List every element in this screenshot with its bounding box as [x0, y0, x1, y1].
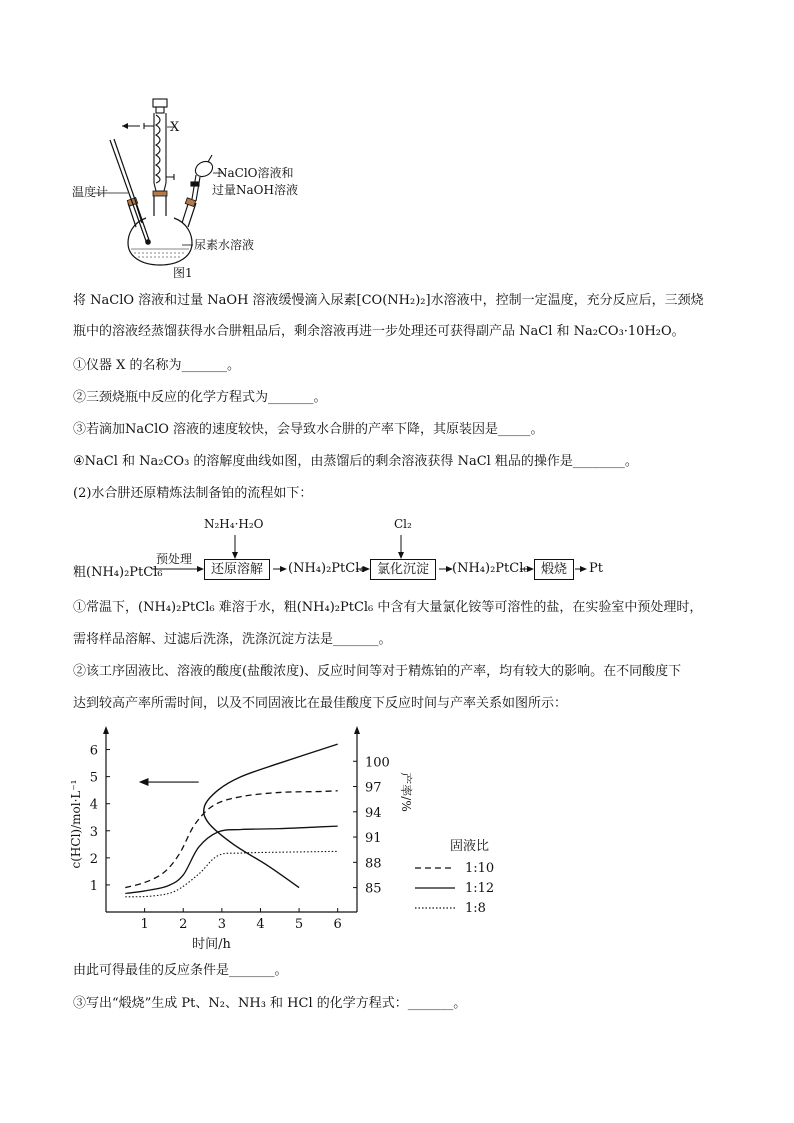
part2-q3: ③写出“煅烧”生成 Pt、N₂、NH₃ 和 HCl 的化学方程式：_______。: [73, 996, 467, 1011]
right-y-axis-arrow: [354, 726, 360, 734]
fig1-caption: 图1: [173, 266, 193, 280]
left-y-axis-arrow: [103, 726, 109, 734]
question-2: ②三颈烧瓶中反应的化学方程式为_______。: [73, 390, 327, 405]
part-2-heading: (2)水合肼还原精炼法制备铂的流程如下：: [73, 486, 313, 501]
flow-mid-ptcl6: (NH₄)₂PtCl₆: [452, 561, 529, 576]
flow-step-chlorination: 氯化沉淀: [370, 559, 436, 580]
fig1-label-urea: 尿素水溶液: [194, 238, 255, 252]
legend-title: 固液比: [450, 839, 490, 854]
y-left-tick-label: 1: [89, 878, 98, 894]
y-right-tick-label: 91: [365, 831, 382, 847]
flow-pretreat-label: 预处理: [156, 552, 193, 566]
acidity-yield-chart: [60, 722, 530, 957]
y-right-tick-label: 85: [365, 881, 382, 897]
x-tick-label: 4: [256, 917, 265, 932]
y-left-axis-label: c(HCl)/mol·L⁻¹: [69, 779, 83, 869]
condenser-x: [144, 99, 174, 191]
legend-label-1-8: 1:8: [465, 901, 486, 916]
question-4: ④NaCl 和 Na₂CO₃ 的溶解度曲线如图，由蒸馏后的剩余溶液获得 NaCl 粗品的操作是________。: [73, 454, 638, 469]
x-axis-label: 时间/h: [192, 937, 231, 952]
intro-line-2: 瓶中的溶液经蒸馏获得水合肼粗品后，剩余溶液再进一步处理还可获得副产品 NaCl 和 Na₂CO₃·10H₂O。: [73, 324, 685, 339]
acid-curve: [204, 744, 338, 888]
legend-label-1-12: 1:12: [465, 881, 495, 896]
x-tick-label: 5: [294, 917, 304, 932]
acid-curve-arrowhead: [139, 778, 149, 786]
stoppers: [127, 191, 196, 207]
y-right-tick-label: 88: [365, 856, 382, 872]
thermometer: [110, 139, 150, 244]
apparatus-figure: [70, 95, 330, 285]
y-left-tick-label: 2: [89, 851, 98, 867]
part2-q2-answer-line: 由此可得最佳的反应条件是_______。: [73, 963, 288, 978]
flow-reagent-hydrazine: N₂H₄·H₂O: [204, 517, 264, 531]
y-right-tick-label: 100: [365, 755, 390, 771]
flow-step-reduction: 还原溶解: [204, 559, 270, 580]
part2-q2-line-2: 达到较高产率所需时间，以及不同固液比在最佳酸度下反应时间与产率关系如图所示：: [73, 696, 568, 711]
legend-label-1-10: 1:10: [465, 861, 495, 876]
flow-end-pt: Pt: [589, 561, 603, 576]
y-right-axis-label: 产率/%: [399, 772, 413, 812]
yield-series-1-12: [125, 826, 337, 893]
flow-diagram: [0, 510, 794, 590]
part2-q2-line-1: ②该工序固液比、溶液的酸度(盐酸浓度)、反应时间等对于精炼铂的产率，均有较大的影响。在不同酸度下: [73, 664, 682, 679]
part2-q1-line-1: ①常温下，(NH₄)₂PtCl₆ 难溶于水，粗(NH₄)₂PtCl₆ 中含有大量氯化铵等可溶性的盐，在实验室中预处理时，: [73, 600, 703, 615]
y-left-tick-label: 6: [89, 743, 98, 759]
yield-series-1-8: [125, 851, 337, 896]
intro-line-1: 将 NaClO 溶液和过量 NaOH 溶液缓慢滴入尿素[CO(NH₂)₂]水溶液中，控制一定温度，充分反应后，三颈烧: [73, 293, 704, 308]
flow-reagent-cl2: Cl₂: [394, 517, 412, 531]
x-tick-label: 6: [333, 917, 342, 932]
y-left-tick-label: 4: [89, 797, 98, 813]
water-out-arrow: [122, 123, 140, 129]
y-left-tick-label: 5: [89, 770, 98, 786]
y-right-tick-label: 97: [365, 780, 382, 796]
x-tick-label: 2: [179, 917, 188, 932]
y-right-tick-label: 94: [365, 805, 382, 821]
question-3: ③若滴加NaClO 溶液的速度较快，会导致水合肼的产率下降，其原装因是_____。: [73, 422, 544, 437]
flow-start: 粗(NH₄)₂PtCl₆: [73, 565, 163, 580]
part2-q1-line-2: 需将样品溶解、过滤后洗涤，洗涤沉淀方法是_______。: [73, 632, 392, 647]
x-tick-label: 3: [217, 917, 226, 932]
x-tick-label: 1: [140, 917, 149, 932]
flow-step-calcination: 煅烧: [534, 559, 574, 580]
question-1: ①仪器 X 的名称为_______。: [73, 358, 241, 373]
fig1-label-naclo-2: 过量NaOH溶液: [212, 183, 298, 197]
y-left-tick-label: 3: [89, 824, 98, 840]
fig1-label-x: X: [170, 120, 180, 135]
flow-mid-ptcl4: (NH₄)₂PtCl₄: [288, 561, 365, 576]
yield-series-1-10: [125, 791, 337, 888]
fig1-label-naclo-1: NaClO溶液和: [217, 166, 294, 180]
urea-liquid: [131, 249, 189, 257]
fig1-label-thermometer: 温度计: [72, 185, 109, 199]
